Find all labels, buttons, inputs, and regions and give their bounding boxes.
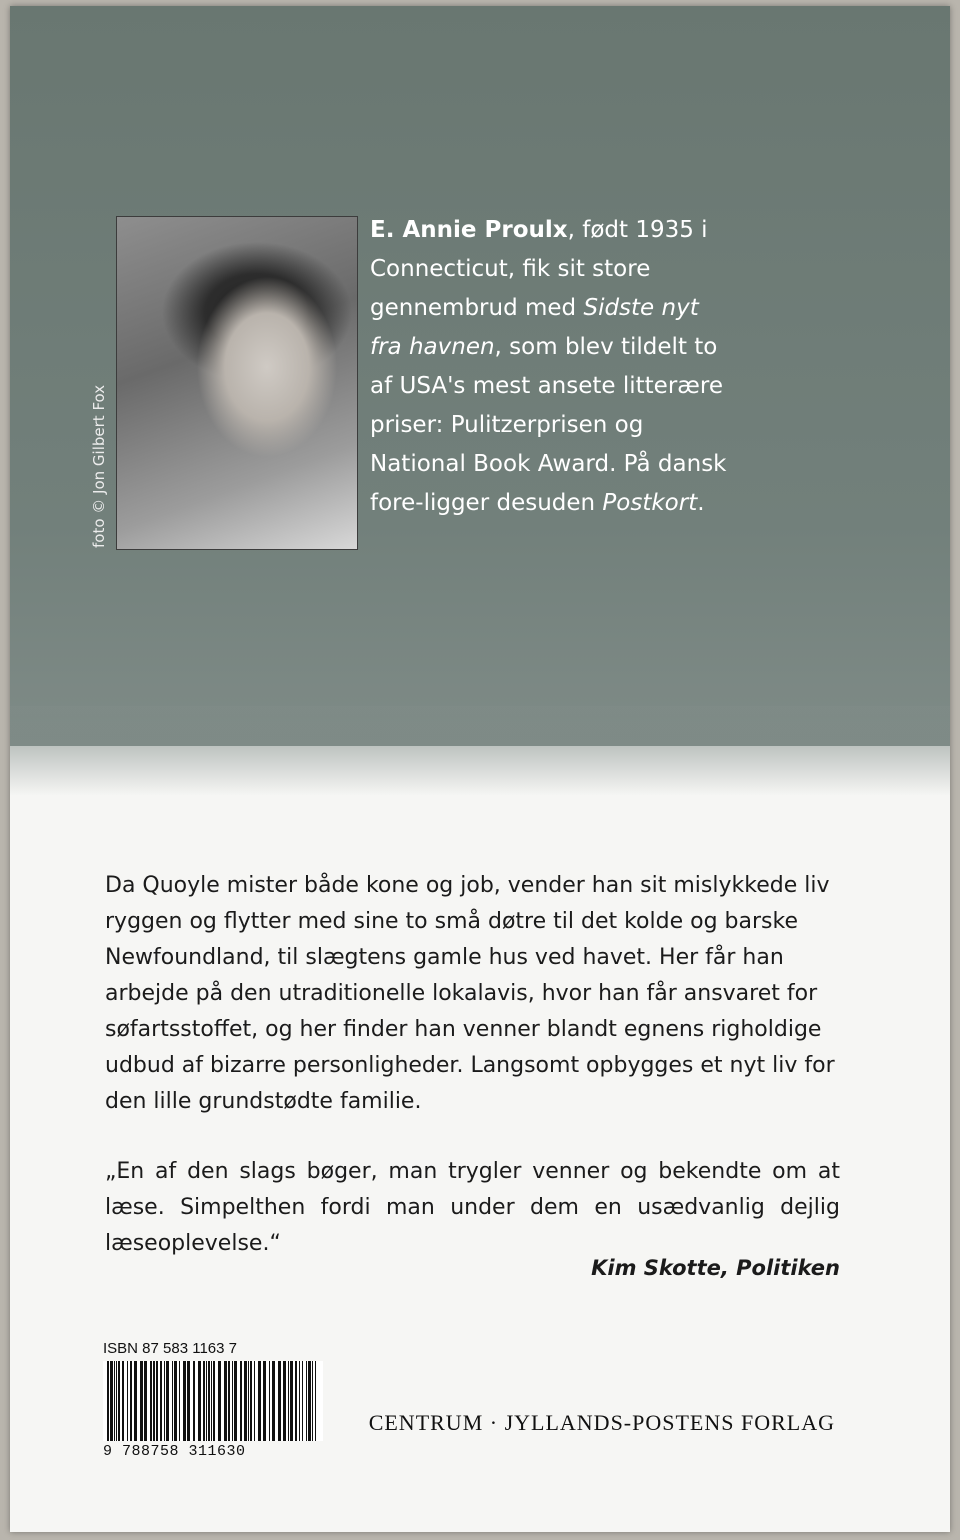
barcode-bar <box>306 1361 307 1441</box>
barcode-bar <box>203 1361 205 1441</box>
barcode-bar <box>290 1361 293 1441</box>
barcode-bar <box>164 1361 165 1441</box>
barcode-bar <box>114 1361 115 1441</box>
barcode-bar <box>153 1361 155 1441</box>
barcode-bar <box>130 1361 132 1441</box>
barcode-bar <box>174 1361 177 1441</box>
book-back-cover <box>10 6 950 1532</box>
barcode-bar <box>187 1361 190 1441</box>
quote-source: Kim Skotte, Politiken <box>591 1256 840 1280</box>
barcode-bar <box>211 1361 212 1441</box>
book-title: Sidste nyt fra havnen <box>370 295 699 360</box>
barcode-bar <box>127 1361 128 1441</box>
barcode-bar <box>302 1361 303 1441</box>
isbn-label: ISBN 87 583 1163 7 <box>103 1340 237 1357</box>
bio-end: . <box>697 490 705 516</box>
barcode-bar <box>224 1361 227 1441</box>
barcode-bar <box>118 1361 120 1441</box>
barcode-bar <box>315 1361 316 1441</box>
barcode-bar <box>308 1361 311 1441</box>
barcode-bar <box>312 1361 313 1441</box>
bio-intro: , født 1935 i Connecticut, fik sit store gennembrud med <box>370 217 708 321</box>
barcode-bar <box>283 1361 286 1441</box>
barcode-bar <box>278 1361 281 1441</box>
barcode-bar <box>250 1361 252 1441</box>
author-name: E. Annie Proulx <box>370 217 568 243</box>
barcode-bar <box>193 1361 195 1441</box>
book-blurb: Da Quoyle mister både kone og job, vender han sit mislykkede liv ryggen og flytter med sine to små døtre til det kolde og barske Newfoundland, til slægtens gamle hus ved havet. Her får han arbejde på den utraditionelle lokalavis, hvor han får ansvaret for søfartsstoffet, og her finder han venner blandt egnens righoldige udbud af bizarre personligheder. Langsomt opbygges et nyt liv for den lille grundstødte familie. <box>105 873 835 1114</box>
barcode-bar <box>254 1361 255 1441</box>
barcode-bar <box>166 1361 169 1441</box>
barcode-bar <box>269 1361 270 1441</box>
barcode-bar <box>198 1361 201 1441</box>
barcode-number: 9 788758 311630 <box>103 1443 246 1460</box>
author-photo <box>116 216 358 550</box>
barcode-bar <box>208 1361 210 1441</box>
barcode-bar <box>240 1361 242 1441</box>
bio-mid: , som blev tildelt to af USA's mest ansete litterære priser: Pulitzerprisen og National Book Award. På dansk fore-ligger desuden <box>370 334 727 516</box>
barcode-bar <box>258 1361 261 1441</box>
barcode-bar <box>110 1361 113 1441</box>
barcode-bar <box>156 1361 158 1441</box>
barcode-bar <box>295 1361 297 1441</box>
barcode-bar <box>248 1361 249 1441</box>
barcode-bar <box>140 1361 143 1441</box>
barcode-bar <box>206 1361 207 1441</box>
barcode-bar <box>244 1361 247 1441</box>
barcode-bar <box>160 1361 162 1441</box>
barcode-bar <box>213 1361 215 1441</box>
other-title: Postkort <box>602 490 698 516</box>
barcode-bar <box>134 1361 137 1441</box>
barcode-bar <box>299 1361 300 1441</box>
photo-credit: foto © Jon Gilbert Fox <box>90 384 108 548</box>
barcode-bar <box>172 1361 173 1441</box>
barcode-bar <box>263 1361 266 1441</box>
barcode-bar <box>234 1361 237 1441</box>
barcode-bar <box>122 1361 124 1441</box>
barcode <box>103 1361 323 1441</box>
barcode-bar <box>150 1361 152 1441</box>
barcode-bar <box>144 1361 147 1441</box>
band-fade <box>10 706 950 796</box>
barcode-bar <box>228 1361 230 1441</box>
barcode-bar <box>232 1361 233 1441</box>
barcode-bar <box>107 1361 109 1441</box>
publisher-name: CENTRUM · JYLLANDS-POSTENS FORLAG <box>368 1410 835 1435</box>
barcode-bar <box>116 1361 117 1441</box>
barcode-bar <box>179 1361 180 1441</box>
barcode-bar <box>288 1361 289 1441</box>
review-quote: „En af den slags bøger, man trygler venner og bekendte om at læse. Simpelthen fordi man under dem en usædvanlig dejlig læseoplevelse.“ <box>105 1159 840 1256</box>
barcode-bar <box>272 1361 275 1441</box>
barcode-bar <box>183 1361 186 1441</box>
author-bio <box>370 211 730 523</box>
barcode-bar <box>218 1361 221 1441</box>
